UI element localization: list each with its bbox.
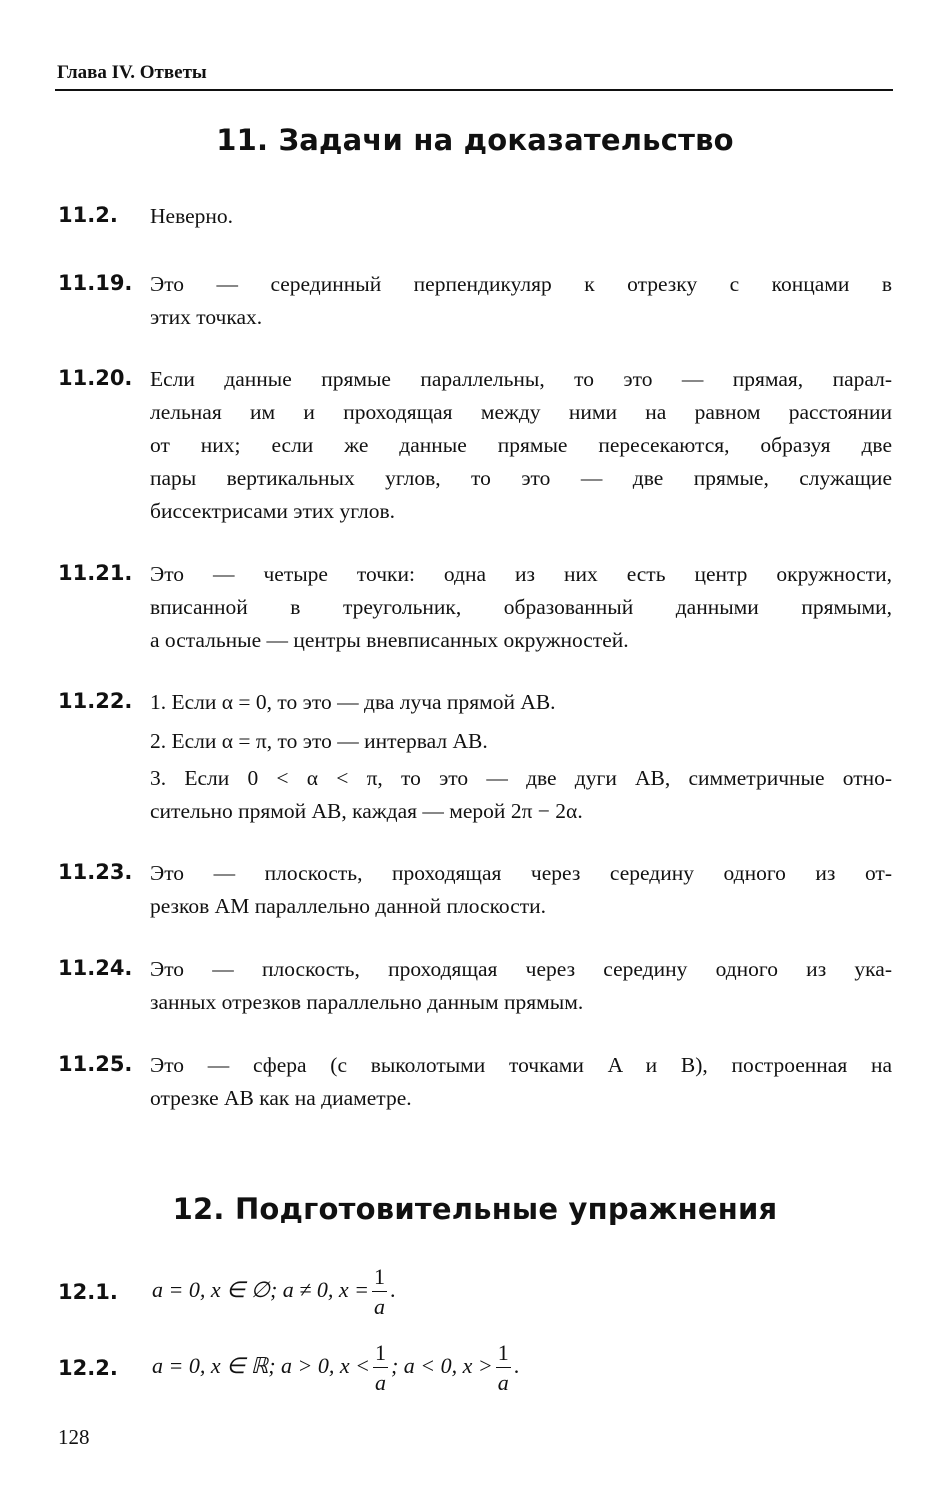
formula-tail: . <box>389 1277 396 1303</box>
answer-line: Это — серединный перпендикуляр к отрезку с концами в <box>150 272 892 296</box>
answer-line: Это — сфера (с выколотыми точками A и B), построенная на <box>150 1053 892 1077</box>
problem-number-12-2: 12.2. <box>58 1356 118 1380</box>
formula-12-1 <box>152 1266 395 1318</box>
fraction-numerator: 1 <box>373 1342 388 1368</box>
fraction <box>496 1342 511 1394</box>
problem-number-11-24: 11.24. <box>58 956 133 980</box>
answer-line: отрезке AB как на диаметре. <box>150 1086 412 1110</box>
fraction-numerator: 1 <box>496 1342 511 1368</box>
answer-line: Неверно. <box>150 204 234 228</box>
answer-line: а остальные — центры вневписанных окружностей. <box>150 628 629 652</box>
problem-number-11-25: 11.25. <box>58 1052 133 1076</box>
answer-11-20 <box>150 363 892 528</box>
answer-11-21 <box>150 558 892 657</box>
problem-number-11-22: 11.22. <box>58 689 133 713</box>
formula-12-2 <box>152 1342 519 1394</box>
problem-number-11-2: 11.2. <box>58 203 118 227</box>
section-12-title: 12. Подготовительные упражнения <box>172 1192 778 1226</box>
fraction-numerator: 1 <box>372 1266 387 1292</box>
answer-line: резков AM параллельно данной плоскости. <box>150 894 547 918</box>
answer-line: Это — четыре точки: одна из них есть центр окружности, <box>150 562 892 586</box>
answer-line: пары вертикальных углов, то это — две прямые, служащие <box>150 466 892 490</box>
running-head: Глава IV. Ответы <box>57 62 207 83</box>
problem-number-11-19: 11.19. <box>58 271 133 295</box>
answer-11-22-part-1: 1. Если α = 0, то это — два луча прямой AB. <box>150 690 556 714</box>
fraction <box>373 1342 388 1394</box>
answer-line: лельная им и проходящая между ними на равном расстоянии <box>150 400 892 424</box>
answer-line: Это — плоскость, проходящая через середину одного из от- <box>150 861 892 885</box>
answer-11-2 <box>150 200 892 233</box>
fraction-denominator: a <box>497 1370 509 1395</box>
answer-line: занных отрезков параллельно данным прямым. <box>150 990 584 1014</box>
fraction-denominator: a <box>374 1370 386 1395</box>
answer-line: 3. Если 0 < α < π, то это — две дуги AB, симметричные отно- <box>150 766 892 790</box>
problem-number-12-1: 12.1. <box>58 1280 118 1304</box>
fraction <box>372 1266 387 1318</box>
answer-11-25 <box>150 1049 892 1115</box>
page-number: 128 <box>58 1425 90 1449</box>
formula-text: a = 0, x ∈ ∅; a ≠ 0, x = <box>152 1277 369 1303</box>
answer-11-23 <box>150 857 892 923</box>
answer-line: Это — плоскость, проходящая через середину одного из ука- <box>150 957 892 981</box>
problem-number-11-20: 11.20. <box>58 366 133 390</box>
formula-tail: . <box>513 1353 520 1379</box>
problem-number-11-21: 11.21. <box>58 561 133 585</box>
answer-line: биссектрисами этих углов. <box>150 499 395 523</box>
fraction-denominator: a <box>373 1294 385 1319</box>
formula-text: a = 0, x ∈ ℝ; a > 0, x < <box>152 1353 370 1379</box>
problem-number-11-23: 11.23. <box>58 860 133 884</box>
answer-line: сительно прямой AB, каждая — мерой 2π − 2α. <box>150 799 583 823</box>
answer-line: этих точках. <box>150 305 263 329</box>
answer-11-24 <box>150 953 892 1019</box>
section-11-title: 11. Задачи на доказательство <box>216 123 734 157</box>
answer-11-22-part-2: 2. Если α = π, то это — интервал AB. <box>150 729 488 753</box>
answer-line: Если данные прямые параллельны, то это — прямая, парал- <box>150 367 892 391</box>
answer-11-22-part-3 <box>150 762 892 828</box>
formula-text: ; a < 0, x > <box>390 1353 493 1379</box>
answer-line: от них; если же данные прямые пересекаются, образуя две <box>150 433 892 457</box>
answer-11-19 <box>150 268 892 334</box>
answer-line: вписанной в треугольник, образованный данными прямыми, <box>150 595 892 619</box>
header-rule <box>55 89 893 91</box>
